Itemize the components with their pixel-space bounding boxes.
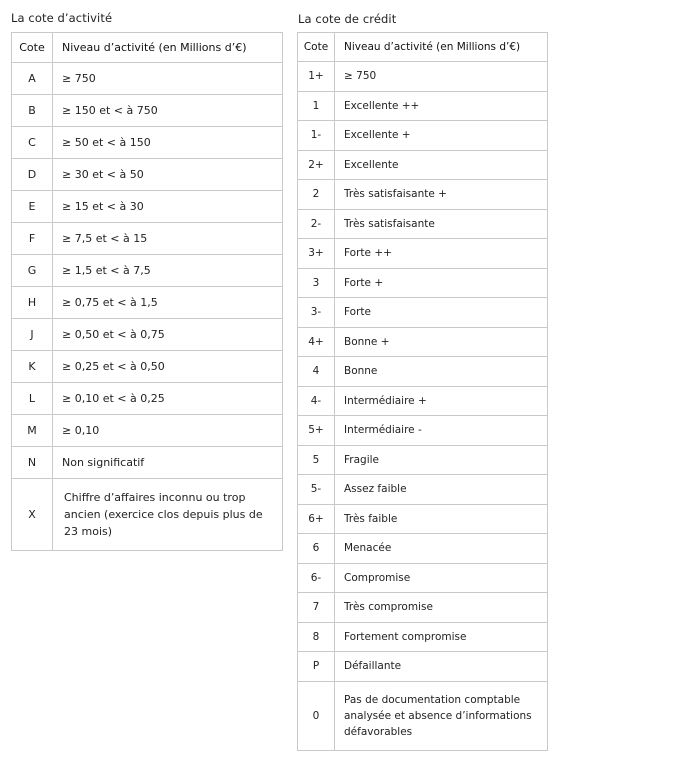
table-row	[12, 127, 283, 159]
rating-code: 5+	[298, 416, 335, 446]
table-row	[12, 351, 283, 383]
rating-description: ≥ 150 et < à 750	[53, 95, 283, 127]
table-row	[298, 327, 548, 357]
table-row	[12, 63, 283, 95]
rating-description: ≥ 750	[335, 62, 548, 92]
activity-rating-table	[11, 32, 283, 551]
table-row	[298, 475, 548, 505]
rating-code: 5	[298, 445, 335, 475]
table-row	[298, 357, 548, 387]
activity-table-title: La cote d’activité	[11, 11, 113, 25]
table-row	[298, 91, 548, 121]
table-row	[12, 383, 283, 415]
rating-description: Fragile	[335, 445, 548, 475]
table-row	[298, 386, 548, 416]
table-row	[12, 191, 283, 223]
rating-description: ≥ 1,5 et < à 7,5	[53, 255, 283, 287]
rating-code: G	[12, 255, 53, 287]
rating-description: Très compromise	[335, 593, 548, 623]
rating-code: 1+	[298, 62, 335, 92]
table-row	[12, 447, 283, 479]
rating-description: Excellente ++	[335, 91, 548, 121]
rating-description: ≥ 30 et < à 50	[53, 159, 283, 191]
rating-description: ≥ 750	[53, 63, 283, 95]
column-header-cote: Cote	[12, 33, 53, 63]
rating-code: E	[12, 191, 53, 223]
rating-code: A	[12, 63, 53, 95]
table-row	[298, 180, 548, 210]
rating-description: Défaillante	[335, 652, 548, 682]
rating-code: 4+	[298, 327, 335, 357]
table-row	[12, 287, 283, 319]
rating-description: ≥ 0,25 et < à 0,50	[53, 351, 283, 383]
rating-code: 4	[298, 357, 335, 387]
rating-code: N	[12, 447, 53, 479]
rating-code: 6+	[298, 504, 335, 534]
column-header-niveau: Niveau d’activité (en Millions d’€)	[335, 33, 548, 62]
rating-code: J	[12, 319, 53, 351]
rating-description: ≥ 7,5 et < à 15	[53, 223, 283, 255]
table-header-row	[298, 33, 548, 62]
table-row	[298, 445, 548, 475]
rating-code: B	[12, 95, 53, 127]
rating-description: Excellente +	[335, 121, 548, 151]
rating-code: M	[12, 415, 53, 447]
rating-code: 5-	[298, 475, 335, 505]
table-row	[12, 223, 283, 255]
rating-description: ≥ 0,10	[53, 415, 283, 447]
table-row	[12, 415, 283, 447]
table-row	[298, 652, 548, 682]
table-row	[298, 150, 548, 180]
rating-description: ≥ 50 et < à 150	[53, 127, 283, 159]
rating-description: ≥ 0,10 et < à 0,25	[53, 383, 283, 415]
rating-code: F	[12, 223, 53, 255]
rating-description: Très faible	[335, 504, 548, 534]
rating-code: X	[12, 479, 53, 551]
rating-description: Fortement compromise	[335, 622, 548, 652]
rating-description: Très satisfaisante	[335, 209, 548, 239]
credit-table-title: La cote de crédit	[298, 12, 397, 26]
rating-code: 3	[298, 268, 335, 298]
rating-description: ≥ 15 et < à 30	[53, 191, 283, 223]
table-row	[298, 416, 548, 446]
rating-code: 3-	[298, 298, 335, 328]
rating-description: Compromise	[335, 563, 548, 593]
rating-code: L	[12, 383, 53, 415]
table-row	[298, 622, 548, 652]
rating-description: ≥ 0,50 et < à 0,75	[53, 319, 283, 351]
rating-code: 0	[298, 681, 335, 750]
rating-code: K	[12, 351, 53, 383]
table-row	[12, 159, 283, 191]
rating-code: 4-	[298, 386, 335, 416]
credit-rating-table	[297, 32, 548, 751]
rating-description: ≥ 0,75 et < à 1,5	[53, 287, 283, 319]
rating-code: 3+	[298, 239, 335, 269]
table-row	[298, 268, 548, 298]
column-header-cote: Cote	[298, 33, 335, 62]
rating-description: Forte +	[335, 268, 548, 298]
table-row	[298, 209, 548, 239]
table-row	[298, 504, 548, 534]
rating-code: 2	[298, 180, 335, 210]
rating-code: 8	[298, 622, 335, 652]
rating-code: 1	[298, 91, 335, 121]
rating-code: 1-	[298, 121, 335, 151]
rating-description: Bonne +	[335, 327, 548, 357]
rating-code: P	[298, 652, 335, 682]
rating-description: Menacée	[335, 534, 548, 564]
rating-code: 6-	[298, 563, 335, 593]
table-header-row	[12, 33, 283, 63]
rating-description: Pas de documentation comptable analysée et absence d’informations défavorables	[335, 681, 548, 750]
table-row	[12, 95, 283, 127]
rating-description: Forte ++	[335, 239, 548, 269]
rating-description: Assez faible	[335, 475, 548, 505]
table-row	[298, 534, 548, 564]
table-row	[12, 479, 283, 551]
table-row	[12, 319, 283, 351]
rating-description: Bonne	[335, 357, 548, 387]
rating-code: 7	[298, 593, 335, 623]
rating-code: 2-	[298, 209, 335, 239]
column-header-niveau: Niveau d’activité (en Millions d’€)	[53, 33, 283, 63]
rating-code: 2+	[298, 150, 335, 180]
rating-description: Chiffre d’affaires inconnu ou trop ancien (exercice clos depuis plus de 23 mois)	[53, 479, 283, 551]
table-row	[298, 563, 548, 593]
table-row	[298, 239, 548, 269]
rating-description: Excellente	[335, 150, 548, 180]
rating-description: Intermédiaire -	[335, 416, 548, 446]
rating-code: D	[12, 159, 53, 191]
rating-code: C	[12, 127, 53, 159]
rating-code: H	[12, 287, 53, 319]
rating-description: Non significatif	[53, 447, 283, 479]
table-row	[298, 593, 548, 623]
table-row	[12, 255, 283, 287]
rating-description: Forte	[335, 298, 548, 328]
rating-description: Très satisfaisante +	[335, 180, 548, 210]
table-row	[298, 62, 548, 92]
table-row	[298, 121, 548, 151]
table-row	[298, 681, 548, 750]
rating-code: 6	[298, 534, 335, 564]
rating-description: Intermédiaire +	[335, 386, 548, 416]
table-row	[298, 298, 548, 328]
